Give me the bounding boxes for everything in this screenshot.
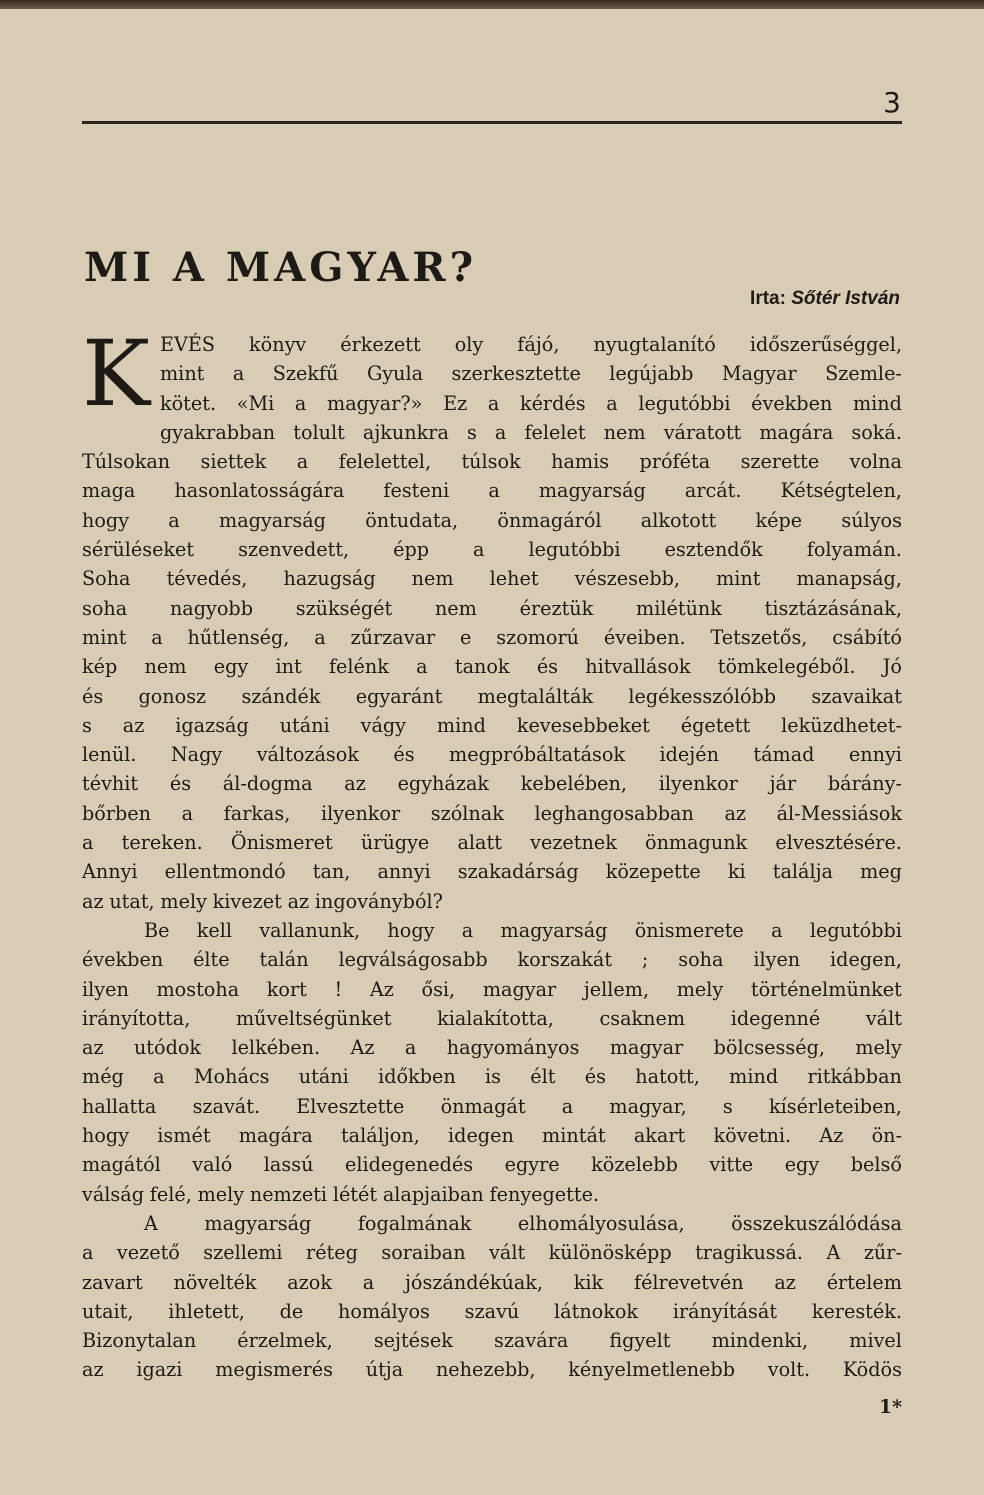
text-line: hogy a magyarság öntudata, önmagáról alkotott képe súlyos [82,508,902,532]
text-line: ilyen mostoha kort ! Az ősi, magyar jellem, mely történelmünket [82,977,902,1001]
text-line: gyakrabban tolult ajkunkra s a felelet nem váratott magára soká. [159,420,902,444]
text-line: zavart növelték azok a jószándékúak, kik félrevetvén az értelem [82,1270,902,1294]
text-line: a tereken. Önismeret ürügye alatt vezetnek önmagunk elvesztésére. [82,831,902,855]
text-line: maga hasonlatosságára festeni a magyarság arcát. Kétségtelen, [82,479,902,503]
drop-cap: K [82,322,150,427]
text-line: még a Mohács utáni időkben is élt és hatott, mind ritkábban [82,1065,902,1089]
text-line: hogy ismét magára találjon, idegen mintát akart követni. Az ön- [82,1124,902,1148]
byline [750,288,900,310]
text-line: Annyi ellentmondó tan, annyi szakadárság közepette ki találja meg [82,860,902,884]
page-number: 3 [883,86,902,119]
text-line: s az igazság utáni vágy mind kevesebbeket égetett leküzdhetet- [82,713,902,737]
text-line: mint a hűtlenség, a zűrzavar e szomorú éveiben. Tetszetős, csábító [82,625,902,649]
article-title: MI A MAGYAR? [84,244,478,291]
text-line: az igazi megismerés útja nehezebb, kényelmetlenebb volt. Ködös [82,1358,902,1382]
text-line: tévhit és ál-dogma az egyházak kebelében, ilyenkor jár bárány- [82,772,902,796]
text-line: és gonosz szándék egyaránt megtalálták legékesszólóbb szavaikat [82,684,902,708]
text-line: EVÉS könyv érkezett oly fájó, nyugtalanító időszerűséggel, [159,333,902,356]
text-line: válság felé, mely nemzeti létét alapjaiban fenyegette. [82,1182,600,1206]
text-line: a vezető szellemi réteg soraiban vált különösképp tragikussá. A zűr- [82,1241,902,1265]
top-edge [0,0,984,9]
text-line: sérüléseket szenvedett, épp a legutóbbi esztendők folyamán. [82,538,902,562]
byline-prefix: Irta: [750,288,786,309]
article-body [82,322,902,1385]
header-rule [82,121,902,124]
text-line: magától való lassú elidegenedés egyre közelebb vitte egy belső [82,1153,902,1177]
text-line: Be kell vallanunk, hogy a magyarság önismerete a legutóbbi [144,918,902,942]
text-line: soha nagyobb szükségét nem éreztük milétünk tisztázásának, [82,596,902,620]
text-line: Soha tévedés, hazugság nem lehet vészesebb, mint manapság, [82,567,902,591]
text-line: az utódok lelkében. Az a hagyományos magyar bölcsesség, mely [82,1036,902,1060]
text-line: években élte talán legválságosabb korszakát ; soha ilyen idegen, [82,948,902,972]
text-line: lenül. Nagy változások és megpróbáltatások idején támad ennyi [82,743,902,767]
text-line: Túlsokan siettek a felelettel, túlsok hamis próféta szerette volna [82,450,902,474]
signature-mark: 1* [878,1396,902,1418]
text-line: mint a Szekfű Gyula szerkesztette legújabb Magyar Szemle- [159,362,902,386]
text-line: bőrben a farkas, ilyenkor szólnak leghangosabban az ál-Messiások [82,801,902,825]
text-line: utait, ihletett, de homályos szavú látnokok irányítását keresték. [82,1299,902,1323]
text-line: kötet. «Mi a magyar?» Ez a kérdés a legutóbbi években mind [159,391,902,415]
text-line: kép nem egy int felénk a tanok és hitvallások tömkelegéből. Jó [82,655,902,679]
text-line: Bizonytalan érzelmek, sejtések szavára figyelt mindenki, mivel [82,1329,902,1353]
text-line: A magyarság fogalmának elhomályosulása, összekuszálódása [144,1211,902,1235]
text-line: hallatta szavát. Elvesztette önmagát a magyar, s kísérleteiben, [82,1094,902,1118]
byline-author: Sőtér István [791,288,900,309]
text-line: irányította, műveltségünket kialakította, csaknem idegenné vált [82,1006,902,1030]
text-line: az utat, mely kivezet az ingoványból? [82,889,443,913]
